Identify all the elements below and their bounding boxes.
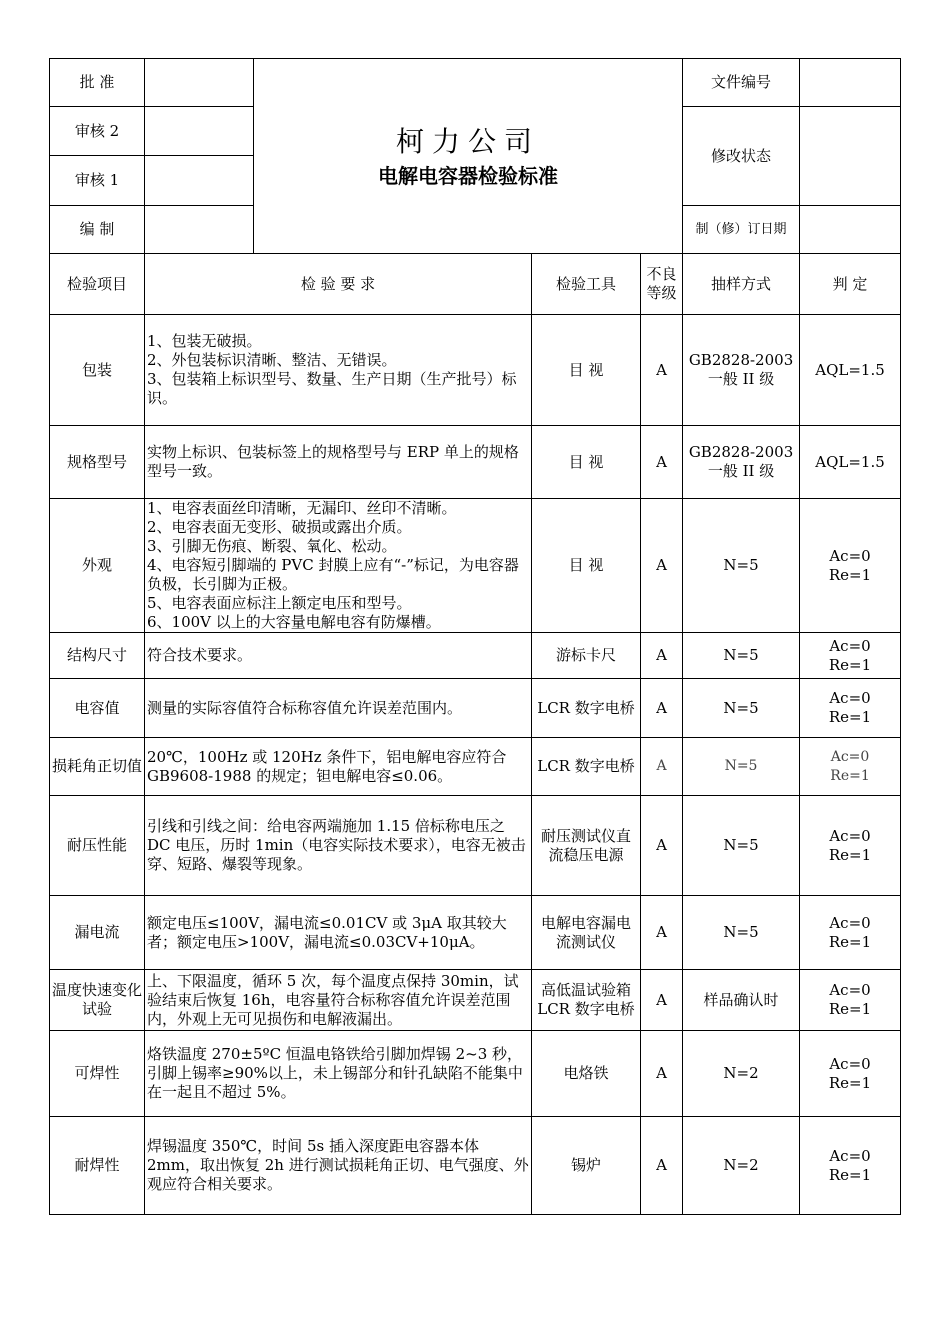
defect-grade: A (641, 633, 683, 679)
inspection-tool: 游标卡尺 (532, 633, 641, 679)
requirement-line: 1、电容表面丝印清晰，无漏印、丝印不清晰。 (147, 499, 457, 517)
file-no-value[interactable] (800, 59, 901, 107)
sampling-method (683, 738, 800, 796)
judgement (800, 315, 901, 426)
judgement-line: Ac=0 (829, 546, 871, 565)
sampling-method (683, 796, 800, 896)
defect-grade: A (641, 315, 683, 426)
sampling-method (683, 633, 800, 679)
sampling-line: N=2 (723, 1156, 759, 1174)
requirement-line: 2、电容表面无变形、破损或露出介质。 (147, 518, 412, 536)
review1-value[interactable] (145, 156, 254, 206)
table-row (50, 426, 901, 499)
judgement (800, 738, 901, 796)
revision-label: 修改状态 (683, 107, 800, 206)
requirement-line: 6、100V 以上的大容量电解电容有防爆槽。 (147, 613, 441, 631)
sampling-line: GB2828-2003 (688, 443, 794, 461)
requirement-line: 额定电压≤100V，漏电流≤0.01CV 或 3μA 取其较大者；额定电压>100V，漏电流≤0.03CV+10μA。 (147, 913, 507, 951)
inspection-item: 温度快速变化试验 (50, 970, 145, 1031)
inspection-tool: 高低温试验箱 LCR 数字电桥 (532, 970, 641, 1031)
revision-value[interactable] (800, 107, 901, 206)
defect-grade: A (641, 426, 683, 499)
inspection-requirement (145, 796, 532, 896)
requirement-line: 实物上标识、包装标签上的规格型号与 ERP 单上的规格型号一致。 (147, 443, 519, 480)
judgement (800, 633, 901, 679)
judgement-line: Ac=0 (829, 689, 871, 707)
judgement-line: Ac=0 (830, 748, 870, 765)
judgement (800, 1117, 901, 1215)
requirement-line: 5、电容表面应标注上额定电压和型号。 (147, 594, 412, 612)
review2-label: 审核 2 (50, 107, 145, 156)
sampling-line: GB2828-2003 (688, 351, 794, 369)
inspection-requirement (145, 499, 532, 633)
column-tool: 检验工具 (532, 254, 641, 315)
judgement-line: Ac=0 (829, 636, 871, 655)
judgement (800, 499, 901, 633)
requirement-line: 测量的实际容值符合标称容值允许误差范围内。 (147, 698, 463, 717)
inspection-requirement (145, 315, 532, 426)
judgement (800, 1031, 901, 1117)
table-row (50, 633, 901, 679)
sampling-line: 一般 II 级 (707, 370, 775, 388)
date-value[interactable] (800, 206, 901, 254)
judgement (800, 796, 901, 896)
inspection-tool: 锡炉 (532, 1117, 641, 1215)
table-row (50, 1031, 901, 1117)
defect-grade: A (641, 679, 683, 738)
defect-grade: A (641, 1117, 683, 1215)
inspection-tool: 目 视 (532, 315, 641, 426)
judgement (800, 426, 901, 499)
inspection-item: 漏电流 (50, 896, 145, 970)
sampling-method (683, 426, 800, 499)
inspection-requirement (145, 426, 532, 499)
judgement-line: Ac=0 (829, 981, 871, 999)
judgement-line: Re=1 (828, 1073, 872, 1092)
inspection-item: 规格型号 (50, 426, 145, 499)
inspection-item: 可焊性 (50, 1031, 145, 1117)
inspection-item: 外观 (50, 499, 145, 633)
column-judge: 判 定 (800, 254, 901, 315)
inspection-tool: 电解电容漏电流测试仪 (532, 896, 641, 970)
file-no-label: 文件编号 (683, 59, 800, 107)
judgement-line: Re=1 (828, 708, 872, 726)
sampling-line: N=5 (723, 923, 759, 941)
sampling-line: 一般 II 级 (707, 462, 775, 480)
requirement-line: 2、外包装标识清晰、整洁、无错误。 (147, 351, 397, 369)
inspection-item: 结构尺寸 (50, 633, 145, 679)
judgement-line: Ac=0 (829, 1054, 871, 1073)
judgement-line: Re=1 (828, 1165, 872, 1184)
inspection-requirement (145, 738, 532, 796)
judgement-line: Re=1 (828, 845, 872, 864)
column-item: 检验项目 (50, 254, 145, 315)
table-row (50, 679, 901, 738)
table-row (50, 1117, 901, 1215)
document-title: 电解电容器检验标准 (378, 164, 559, 188)
sampling-line: N=5 (723, 646, 759, 664)
sampling-method (683, 499, 800, 633)
judgement (800, 970, 901, 1031)
sampling-line: N=5 (723, 836, 759, 854)
column-sampling: 抽样方式 (683, 254, 800, 315)
judgement (800, 679, 901, 738)
sampling-method (683, 970, 800, 1031)
defect-grade: A (641, 796, 683, 896)
sampling-method (683, 1117, 800, 1215)
judgement (800, 896, 901, 970)
judgement-line: Re=1 (828, 655, 872, 674)
sampling-method (683, 679, 800, 738)
requirement-line: 烙铁温度 270±5ºC 恒温电铬铁给引脚加焊锡 2~3 秒，引脚上锡率≥90%以上，未上锡部分和针孔缺陷不能集中在一起且不超过 5%。 (147, 1045, 523, 1101)
compile-value[interactable] (145, 206, 254, 254)
review1-label: 审核 1 (50, 156, 145, 206)
inspection-standard-table (49, 58, 901, 1215)
table-row (50, 315, 901, 426)
judgement-line: Ac=0 (829, 1146, 871, 1165)
inspection-requirement (145, 896, 532, 970)
title-block (254, 59, 683, 254)
requirement-line: 4、电容短引脚端的 PVC 封膜上应有“-”标记，为电容器负极，长引脚为正极。 (147, 556, 519, 593)
inspection-tool: LCR 数字电桥 (532, 679, 641, 738)
judgement-line: Re=1 (828, 1000, 872, 1018)
sampling-line: N=5 (723, 556, 759, 574)
table-row (50, 970, 901, 1031)
requirement-line: 焊锡温度 350℃，时间 5s 插入深度距电容器本体 2mm，取出恢复 2h 进行测试损耗角正切、电气强度、外观应符合相关要求。 (147, 1137, 529, 1193)
sampling-line: N=2 (723, 1064, 759, 1082)
inspection-tool: 耐压测试仪直流稳压电源 (532, 796, 641, 896)
sampling-line: N=5 (724, 758, 758, 774)
inspection-requirement (145, 1117, 532, 1215)
defect-grade: A (641, 896, 683, 970)
review2-value[interactable] (145, 107, 254, 156)
defect-grade: A (641, 738, 683, 796)
inspection-item: 耐压性能 (50, 796, 145, 896)
judgement-line: Re=1 (828, 932, 872, 951)
defect-grade: A (641, 1031, 683, 1117)
requirement-line: 引线和引线之间：给电容两端施加 1.15 倍标称电压之 DC 电压，历时 1min（电容实际技术要求），电容无被击穿、短路、爆裂等现象。 (147, 817, 526, 873)
table-row (50, 896, 901, 970)
requirement-line: 20℃，100Hz 或 120Hz 条件下，铝电解电容应符合 GB9608-1988 的规定；钽电解电容≤0.06。 (147, 747, 507, 785)
sampling-method (683, 315, 800, 426)
requirement-line: 1、包装无破损。 (147, 332, 262, 350)
inspection-requirement (145, 970, 532, 1031)
inspection-tool: 目 视 (532, 426, 641, 499)
inspection-item: 电容值 (50, 679, 145, 738)
inspection-requirement (145, 679, 532, 738)
requirement-line: 上、下限温度，循环 5 次，每个温度点保持 30min，试验结束后恢复 16h，电容量符合标称容值允许误差范围内，外观上无可见损伤和电解液漏出。 (147, 971, 519, 1028)
compile-label: 编 制 (50, 206, 145, 254)
sampling-line: N=5 (723, 698, 759, 717)
table-row (50, 796, 901, 896)
company-name: 柯力公司 (396, 125, 541, 158)
inspection-tool: LCR 数字电桥 (532, 738, 641, 796)
table-row (50, 738, 901, 796)
column-grade: 不良等级 (641, 254, 683, 315)
table-row (50, 499, 901, 633)
requirement-line: 3、引脚无伤痕、断裂、氧化、松动。 (147, 537, 397, 555)
defect-grade: A (641, 970, 683, 1031)
judgement-line: AQL=1.5 (815, 360, 885, 379)
requirement-line: 3、包装箱上标识型号、数量、生产日期（生产批号）标识。 (147, 370, 517, 407)
judgement-line: Re=1 (830, 767, 870, 784)
defect-grade: A (641, 499, 683, 633)
requirement-line: 符合技术要求。 (147, 646, 253, 664)
inspection-tool: 目 视 (532, 499, 641, 633)
judgement-line: Ac=0 (829, 913, 871, 932)
approve-label: 批 准 (50, 59, 145, 107)
approve-value[interactable] (145, 59, 254, 107)
inspection-requirement (145, 1031, 532, 1117)
sampling-method (683, 896, 800, 970)
judgement-line: Re=1 (828, 565, 872, 584)
sampling-line: 样品确认时 (703, 990, 779, 1009)
inspection-tool: 电烙铁 (532, 1031, 641, 1117)
date-label: 制（修）订日期 (683, 206, 800, 254)
inspection-requirement (145, 633, 532, 679)
inspection-item: 耐焊性 (50, 1117, 145, 1215)
judgement-line: Ac=0 (829, 826, 871, 845)
judgement-line: AQL=1.5 (815, 452, 885, 471)
inspection-item: 包装 (50, 315, 145, 426)
sampling-method (683, 1031, 800, 1117)
inspection-item: 损耗角正切值 (50, 738, 145, 796)
column-requirement: 检 验 要 求 (145, 254, 532, 315)
